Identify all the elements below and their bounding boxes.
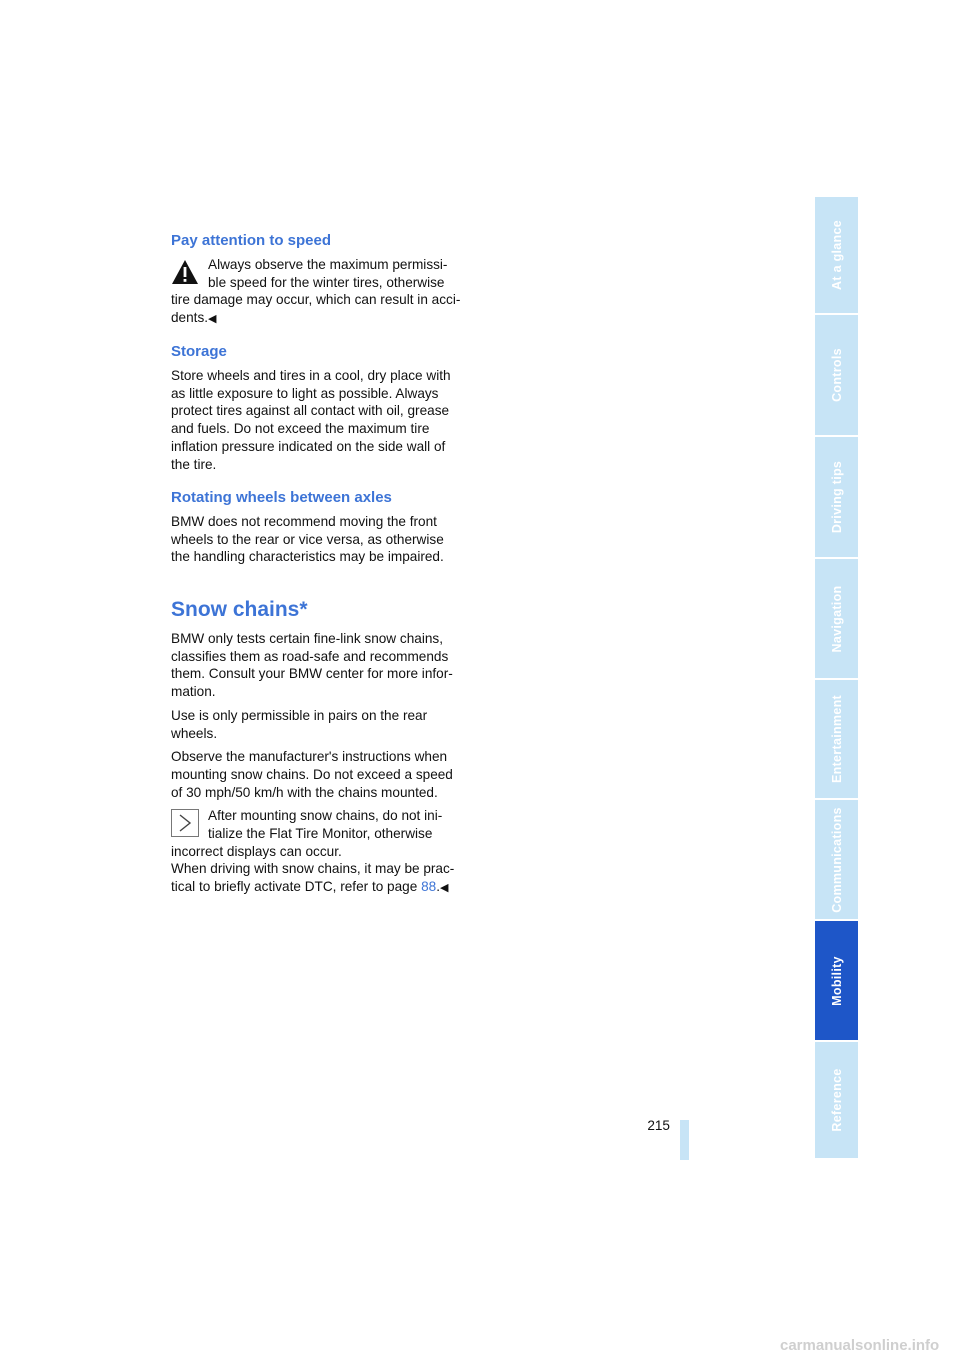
chapter-tabs [815,197,858,1160]
page-ref-link[interactable]: 88 [421,879,437,895]
tab-mobility[interactable] [815,921,858,1042]
tab-navigation[interactable] [815,559,858,680]
tab-label: Mobility [829,955,844,1006]
tab-label: Reference [829,1068,844,1132]
snow-note-a: After mounting snow chains, do not ini-tialize the Flat Tire Monitor, otherwise incorrect displays can occur. [171,808,443,859]
speed-body: Always observe the maximum permissi-ble speed for the winter tires, otherwise tire damage may occur, which can result in acci-dents. [171,257,461,326]
tab-driving-tips[interactable] [815,437,858,559]
page-number-bar [680,1120,689,1160]
tab-controls[interactable] [815,315,858,437]
snow-note-b: When driving with snow chains, it may be prac-tical to briefly activate DTC, refer to page [171,861,455,895]
section-speed [171,231,464,329]
snow-p3: Observe the manufacturer's instructions when mounting snow chains. Do not exceed a speed of 30 mph/50 km/h with the chains mounted. [171,749,453,800]
tab-label: At a glance [829,220,844,290]
heading-speed: Pay attention to speed [171,232,332,249]
end-mark: ◀ [440,882,449,895]
watermark: carmanualsonline.info [780,1337,940,1354]
page-number: 215 [647,1118,670,1133]
tab-label: Controls [829,348,844,402]
section-snow-chains [171,597,464,898]
tab-label: Driving tips [829,460,844,534]
section-storage [171,342,464,473]
storage-body: Store wheels and tires in a cool, dry place with as little exposure to light as possible. Always protect tires against all contact with oil, grease and fuels. Do not exceed the maximum tire inflation pressure indicated on the side wall of the tire. [171,368,451,472]
warning-triangle-icon [171,258,199,286]
snow-p1: BMW only tests certain fine-link snow chains, classifies them as road-safe and recommends them. Consult your BMW center for more infor-mation. [171,631,453,700]
tab-reference[interactable] [815,1042,858,1160]
tab-label: Communications [829,806,844,913]
heading-rotating: Rotating wheels between axles [171,489,392,506]
tab-communications[interactable] [815,800,858,921]
section-rotating [171,488,464,566]
heading-snow-chains: Snow chains* [171,598,308,621]
tab-label: Navigation [829,585,844,652]
tab-at-a-glance[interactable] [815,197,858,315]
note-arrow-icon [171,809,199,837]
tab-label: Entertainment [829,695,844,783]
rotating-body: BMW does not recommend moving the front wheels to the rear or vice versa, as otherwise the handling characteristics may be impaired. [171,514,444,565]
heading-storage: Storage [171,343,227,360]
tab-entertainment[interactable] [815,680,858,800]
snow-p2: Use is only permissible in pairs on the rear wheels. [171,707,428,741]
period: . [436,879,440,895]
end-mark: ◀ [208,313,217,326]
